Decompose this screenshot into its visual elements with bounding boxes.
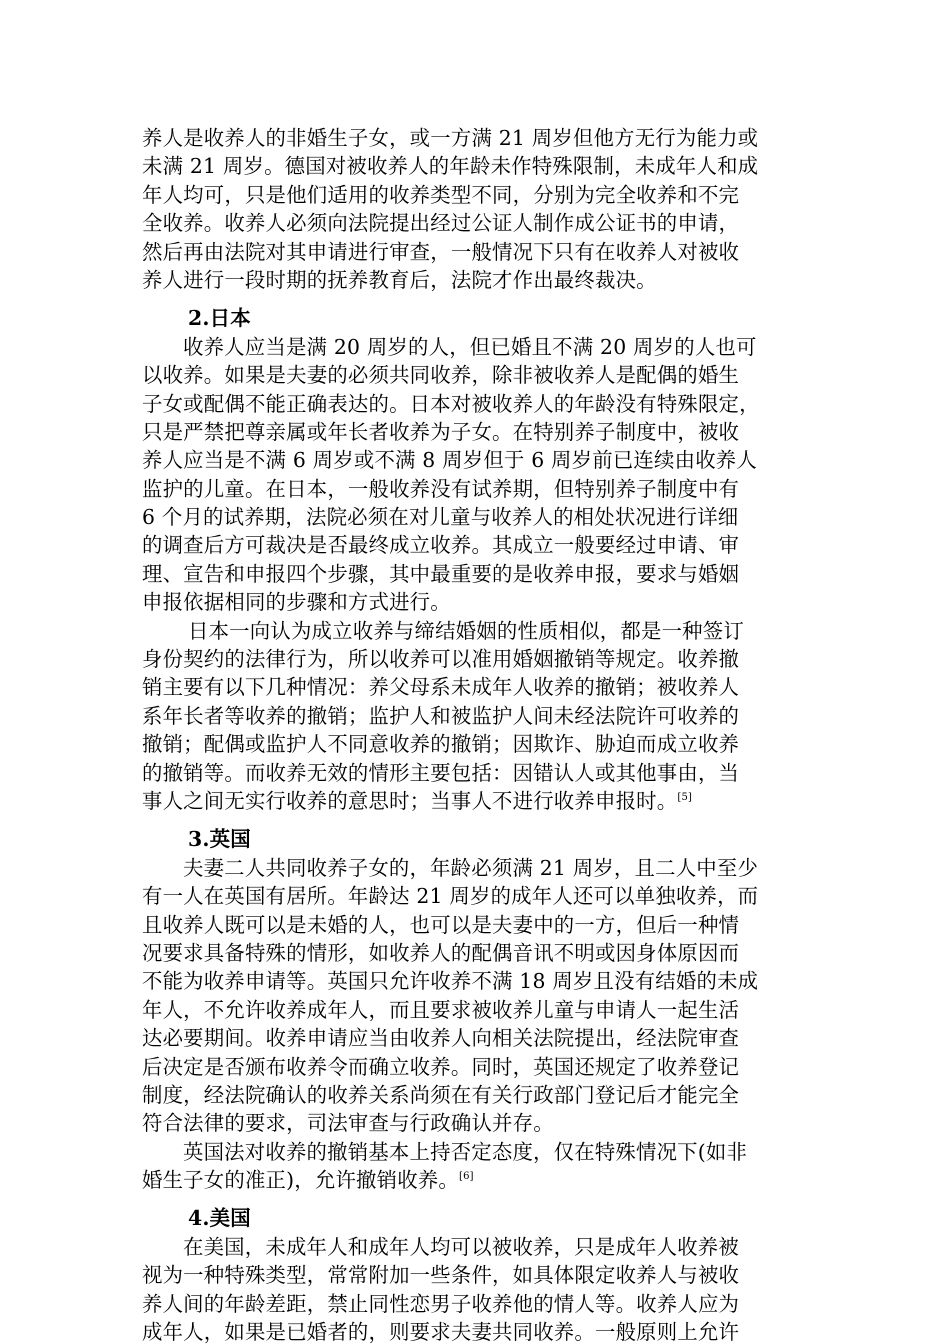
paragraph-germany-continued [142, 124, 820, 294]
footnote-ref-6: [6] [459, 1171, 474, 1183]
text-line: 未满 21 周岁。德国对被收养人的年龄未作特殊限制，未成年人和成 [142, 154, 759, 179]
text-line: 然后再由法院对其申请进行审查，一般情况下只有在收养人对被收 [142, 239, 740, 264]
paragraph-uk-2 [142, 1138, 820, 1195]
text-line: 申报依据相同的步骤和方式进行。 [142, 590, 451, 615]
document-body [142, 124, 820, 1344]
text-line: 系年长者等收养的撤销；监护人和被监护人间未经法院许可收养的 [142, 703, 740, 728]
text-line: 在美国，未成年人和成年人均可以被收养，只是成年人收养被 [183, 1234, 739, 1259]
text-line: 收养人应当是满 20 周岁的人，但已婚且不满 20 周岁的人也可 [183, 334, 757, 359]
text-line: 不能为收养申请等。英国只允许收养不满 18 周岁且没有结婚的未成 [142, 969, 759, 994]
section-heading-uk: 3.英国 [188, 827, 251, 852]
section-gap [142, 1194, 820, 1204]
text-line: 养人进行一段时期的抚养教育后，法院才作出最终裁决。 [142, 267, 657, 292]
text-line: 的调查后方可裁决是否最终成立收养。其成立一般要经过申请、审 [142, 533, 740, 558]
text-line: 日本一向认为成立收养与缔结婚姻的性质相似，都是一种签订 [188, 618, 744, 643]
section-heading-japan: 2.日本 [188, 306, 251, 331]
text-line: 英国法对收养的撤销基本上持否定态度，仅在特殊情况下(如非 [183, 1139, 748, 1164]
footnote-ref-5: [5] [677, 792, 693, 804]
text-line: 养人是收养人的非婚生子女，或一方满 21 周岁但他方无行为能力或 [142, 126, 759, 150]
text-line: 撤销；配偶或监护人不同意收养的撤销；因欺诈、胁迫而成立收养 [142, 732, 740, 757]
text-line: 理、宣告和申报四个步骤，其中最重要的是收养申报，要求与婚姻 [142, 561, 740, 586]
text-line: 达必要期间。收养申请应当由收养人向相关法院提出，经法院审查 [142, 1026, 740, 1051]
paragraph-us [142, 1233, 820, 1344]
text-line: 视为一种特殊类型，常常附加一些条件，如具体限定收养人与被收 [142, 1263, 740, 1288]
text-line: 6 个月的试养期，法院必须在对儿童与收养人的相处状况进行详细 [142, 505, 739, 530]
text-line-with-ref [142, 1166, 820, 1194]
text-line: 符合法律的要求，司法审查与行政确认并存。 [142, 1111, 554, 1136]
text-line: 有一人在英国有居所。年龄达 21 周岁的成年人还可以单独收养，而 [142, 884, 759, 909]
text-line: 子女或配偶不能正确表达的。日本对被收养人的年龄没有特殊限定， [142, 391, 760, 416]
text-line: 后决定是否颁布收养令而确立收养。同时，英国还规定了收养登记 [142, 1054, 740, 1079]
text-line: 的撤销等。而收养无效的情形主要包括：因错认人或其他事由，当 [142, 760, 740, 785]
section-gap [142, 294, 820, 304]
text-line: 养人应当是不满 6 周岁或不满 8 周岁但于 6 周岁前已连续由收养人 [142, 448, 757, 473]
text-line: 且收养人既可以是未婚的人，也可以是夫妻中的一方，但后一种情 [142, 912, 740, 937]
text-line: 以收养。如果是夫妻的必须共同收养，除非被收养人是配偶的婚生 [142, 363, 740, 388]
text-line: 年人均可，只是他们适用的收养类型不同，分别为完全收养和不完 [142, 182, 740, 207]
text-line: 况要求具备特殊的情形，如收养人的配偶音讯不明或因身体原因而 [142, 940, 740, 965]
text-line: 成年人，如果是已婚者的，则要求夫妻共同收养。一般原则上允许 [142, 1320, 740, 1344]
paragraph-uk-1 [142, 854, 820, 1138]
text-line: 养人间的年龄差距，禁止同性恋男子收养他的情人等。收养人应为 [142, 1291, 740, 1316]
section-heading-us: 4.美国 [188, 1206, 251, 1231]
text-line: 制度，经法院确认的收养关系尚须在有关行政部门登记后才能完全 [142, 1082, 740, 1107]
text-line: 销主要有以下几种情况：养父母系未成年人收养的撤销；被收养人 [142, 675, 740, 700]
text-line: 夫妻二人共同收养子女的，年龄必须满 21 周岁，且二人中至少 [183, 855, 759, 880]
section-gap [142, 815, 820, 825]
paragraph-japan-1 [142, 333, 820, 617]
text-line: 身份契约的法律行为，所以收养可以准用婚姻撤销等规定。收养撤 [142, 647, 740, 672]
text-line: 年人，不允许收养成年人，而且要求被收养儿童与申请人一起生活 [142, 997, 740, 1022]
paragraph-japan-2 [142, 617, 820, 816]
text-line: 全收养。收养人必须向法院提出经过公证人制作成公证书的申请， [142, 211, 740, 236]
text-segment: 婚生子女的准正)，允许撤销收养。 [142, 1168, 460, 1193]
text-line-with-ref [142, 787, 820, 815]
text-line: 监护的儿童。在日本，一般收养没有试养期，但特别养子制度中有 [142, 476, 740, 501]
text-segment: 事人之间无实行收养的意思时；当事人不进行收养申报时。 [142, 788, 678, 813]
text-line: 只是严禁把尊亲属或年长者收养为子女。在特别养子制度中，被收 [142, 419, 740, 444]
